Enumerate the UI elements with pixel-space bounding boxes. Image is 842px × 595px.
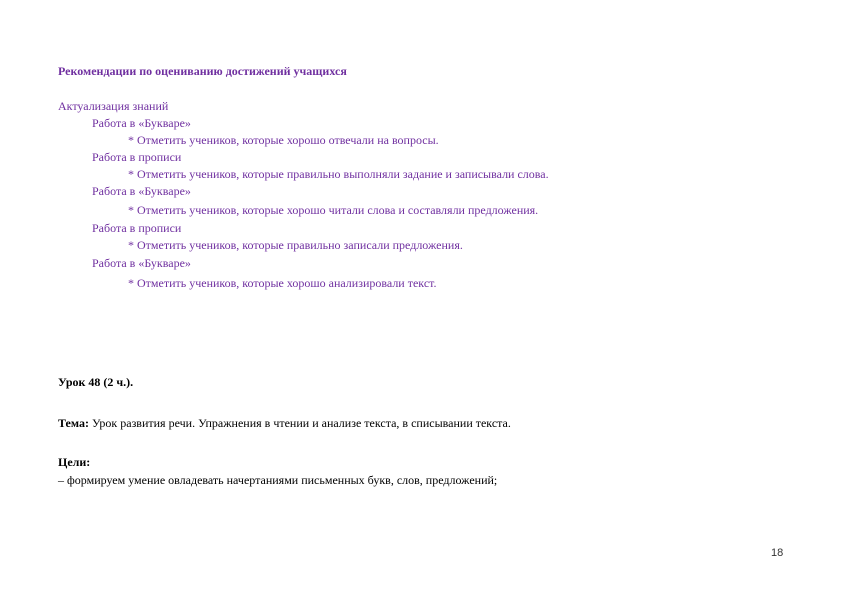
- activity-item-1: Работа в «Букваре»: [92, 116, 191, 130]
- recommendations-heading: Рекомендации по оцениванию достижений учащихся: [58, 64, 347, 78]
- activity-note-5: * Отметить учеников, которые хорошо анализировали текст.: [128, 276, 437, 290]
- activity-note-2: * Отметить учеников, которые правильно выполняли задание и записывали слова.: [128, 167, 549, 181]
- lesson-topic: [58, 416, 511, 430]
- lesson-title: Урок 48 (2 ч.).: [58, 375, 134, 389]
- activity-item-4: Работа в прописи: [92, 221, 182, 235]
- activity-item-5: Работа в «Букваре»: [92, 256, 191, 270]
- activity-item-3: Работа в «Букваре»: [92, 184, 191, 198]
- topic-label: Тема:: [58, 416, 89, 430]
- activity-note-3: * Отметить учеников, которые хорошо читали слова и составляли предложения.: [128, 203, 539, 217]
- topic-text: Урок развития речи. Упражнения в чтении и анализе текста, в списывании текста.: [88, 416, 511, 430]
- activity-note-1: * Отметить учеников, которые хорошо отвечали на вопросы.: [128, 133, 439, 147]
- activity-note-4: * Отметить учеников, которые правильно записали предложения.: [128, 238, 463, 252]
- goal-item: – формируем умение овладевать начертаниями письменных букв, слов, предложений;: [58, 473, 498, 487]
- activity-item-2: Работа в прописи: [92, 150, 182, 164]
- goals-label: Цели:: [58, 455, 91, 469]
- page-number: 18: [771, 547, 784, 559]
- section-title: Актуализация знаний: [58, 99, 169, 113]
